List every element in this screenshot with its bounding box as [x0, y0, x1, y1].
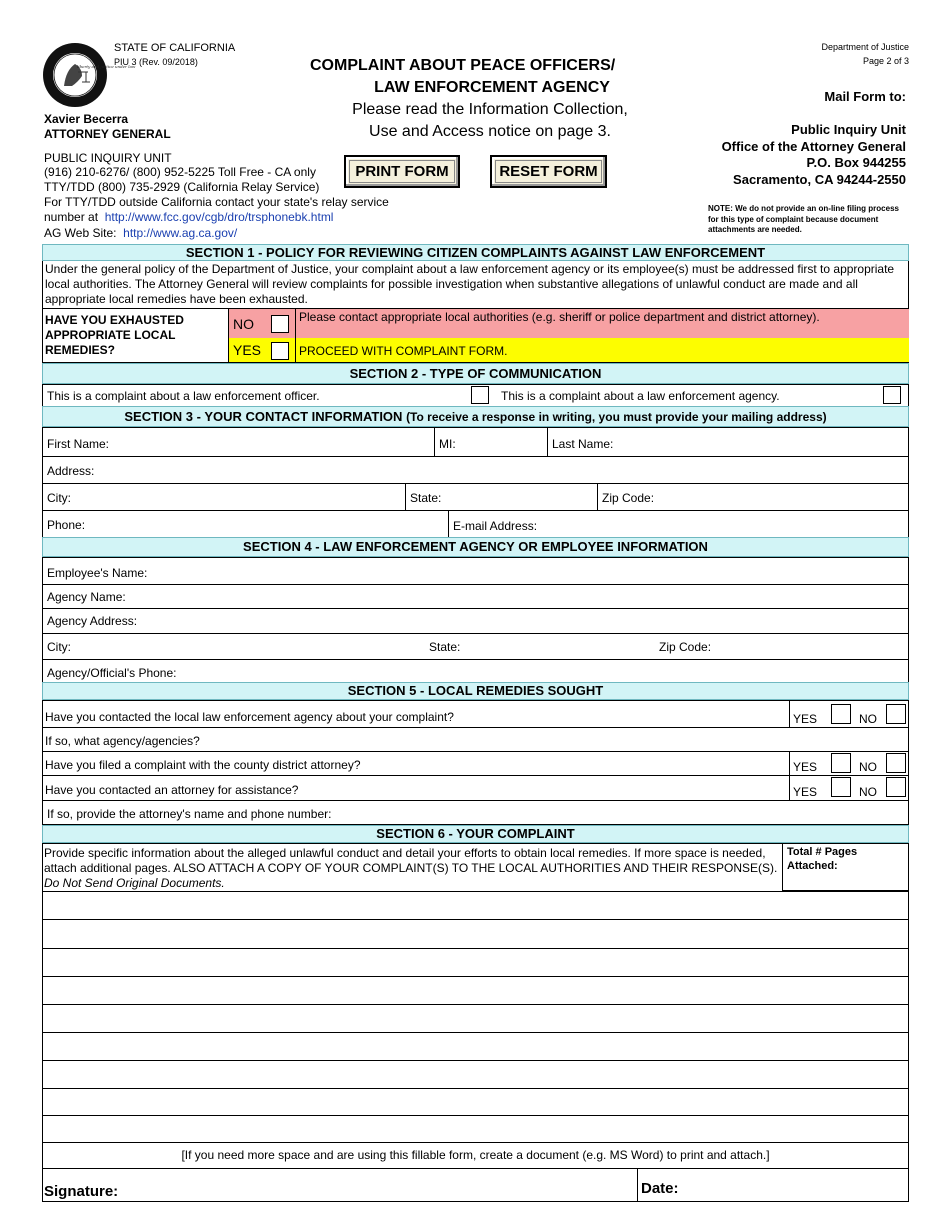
address-line4: Sacramento, CA 94244-2550: [733, 172, 906, 187]
last-name-field[interactable]: [548, 428, 908, 456]
print-form-label: PRINT FORM: [355, 163, 449, 180]
first-name-label: First Name:: [47, 437, 110, 451]
dept-label: Department of Justice: [821, 42, 909, 52]
exhausted-remedies-row: [42, 308, 909, 363]
subtitle-line2: Use and Access notice on page 3.: [369, 123, 611, 140]
city-field[interactable]: [43, 484, 404, 510]
seal-icon: [42, 42, 136, 108]
section1-policy-box: [42, 261, 909, 308]
form-id: PIU 3 (Rev. 09/2018): [114, 57, 198, 67]
svg-text:liberty and justice under law: liberty and justice under law: [77, 64, 136, 69]
yes-row: [228, 338, 909, 362]
address-field[interactable]: [43, 457, 908, 483]
web-line: [44, 226, 237, 240]
seal: [42, 42, 136, 108]
section3-note: (To receive a response in writing, you must provide your mailing address): [406, 410, 827, 424]
section6-header: SECTION 6 - YOUR COMPLAINT: [42, 825, 909, 843]
section1-header: SECTION 1 - POLICY FOR REVIEWING CITIZEN COMPLAINTS AGAINST LAW ENFORCEMENT: [42, 244, 909, 261]
contact-unit: PUBLIC INQUIRY UNIT: [44, 151, 172, 165]
reset-form-label: RESET FORM: [499, 163, 598, 180]
no-cell: [229, 309, 296, 338]
more-space-note: [If you need more space and are using this fillable form, create a document (e.g. MS Word) to print and attach.]: [181, 1148, 770, 1162]
section3-title: SECTION 3 - YOUR CONTACT INFORMATION: [124, 409, 403, 424]
q1-yes-checkbox[interactable]: [831, 704, 851, 724]
state-field[interactable]: [406, 484, 597, 510]
signature-field[interactable]: [43, 1169, 636, 1201]
total-pages-field[interactable]: [782, 843, 909, 891]
agency-complaint-checkbox[interactable]: [883, 386, 901, 404]
agency-phone-field[interactable]: [43, 660, 908, 682]
q3-yes-label: YES: [793, 785, 818, 799]
agency-zip-field[interactable]: [655, 634, 908, 659]
page-number: Page 2 of 3: [862, 56, 909, 66]
agencies-contacted-field[interactable]: [43, 728, 908, 751]
instructions-body: Provide specific information about the alleged unlawful conduct and detail your efforts to obtain local remedies. If more space is needed, attach additional pages. ALSO ATTACH A COPY OF YOUR COMPLAINT(S) TO THE LOCAL AUTHORITIES AND THEIR RESPONSE(S).: [44, 846, 778, 875]
agency-zip-label: Zip Code:: [659, 640, 712, 654]
section2-header: SECTION 2 - TYPE OF COMMUNICATION: [42, 363, 909, 384]
contact-info-box: [42, 427, 909, 538]
q-contacted-agency: Have you contacted the local law enforcement agency about your complaint?: [45, 710, 454, 724]
ag-title: ATTORNEY GENERAL: [44, 127, 171, 141]
q1-no-label: NO: [859, 712, 877, 726]
no-row: [228, 309, 909, 339]
form-title-line1: COMPLAINT ABOUT PEACE OFFICERS/: [310, 57, 616, 74]
agency-state-label: State:: [429, 640, 461, 654]
attorney-info-label: If so, provide the attorney's name and phone number:: [47, 807, 332, 821]
contact-tty: TTY/TDD (800) 735-2929 (California Relay Service): [44, 180, 320, 194]
employee-name-label: Employee's Name:: [47, 566, 148, 580]
instructions-italic: Do Not Send Original Documents.: [44, 876, 225, 890]
agency-label: This is a complaint about a law enforcement agency.: [501, 389, 780, 403]
address-line3: P.O. Box 944255: [806, 155, 906, 170]
ag-name: Xavier Becerra: [44, 112, 129, 126]
q-filed-da: Have you filed a complaint with the county district attorney?: [45, 758, 361, 772]
exhausted-no-checkbox[interactable]: [271, 315, 289, 333]
phone-label: Phone:: [47, 518, 86, 532]
contact-outside: For TTY/TDD outside California contact your state's relay service: [44, 195, 389, 209]
exhausted-question: HAVE YOU EXHAUSTED APPROPRIATE LOCAL REMEDIES?: [45, 313, 184, 357]
relay-link[interactable]: http://www.fcc.gov/cgb/dro/trsphonebk.html: [104, 210, 334, 224]
email-field[interactable]: [449, 511, 908, 537]
mi-label: MI:: [439, 437, 456, 451]
q2-no-label: NO: [859, 760, 877, 774]
zip-field[interactable]: [598, 484, 908, 510]
complaint-instructions-text: [44, 846, 779, 891]
agency-address-field[interactable]: [43, 609, 908, 633]
form-title-line2: LAW ENFORCEMENT AGENCY: [374, 79, 610, 96]
agency-city-field[interactable]: [43, 634, 423, 659]
policy-text: Under the general policy of the Department of Justice, your complaint about a law enforcement agency or its employee(s) must be addressed first to appropriate local authorities. The Attorney General will review complaints for possible investigation when substantive allegations of unlawful conduct are made and all appropriate local remedies have been exhausted.: [45, 262, 895, 306]
signature-row: [42, 1168, 909, 1202]
q3-no-checkbox[interactable]: [886, 777, 906, 797]
address-label: Address:: [47, 464, 95, 478]
q3-yes-checkbox[interactable]: [831, 777, 851, 797]
agency-city-label: City:: [47, 640, 71, 654]
exhausted-yes-checkbox[interactable]: [271, 342, 289, 360]
q2-yes-label: YES: [793, 760, 818, 774]
agency-state-field[interactable]: [425, 634, 653, 659]
city-label: City:: [47, 491, 71, 505]
zip-label: Zip Code:: [602, 491, 655, 505]
mi-field[interactable]: [435, 428, 547, 456]
agencies-contacted-label: If so, what agency/agencies?: [45, 734, 200, 748]
section3-header: [42, 406, 909, 427]
yes-cell: [229, 338, 296, 362]
q1-yes-label: YES: [793, 712, 818, 726]
no-message: Please contact appropriate local authorities (e.g. sheriff or police department and district attorney).: [299, 310, 820, 324]
section5-header: SECTION 5 - LOCAL REMEDIES SOUGHT: [42, 682, 909, 700]
communication-type-row: [42, 384, 909, 407]
online-filing-note: NOTE: We do not provide an on-line filing process for this type of complaint because document attachments are needed.: [708, 204, 899, 234]
relay-line: [44, 210, 333, 224]
ag-website-link[interactable]: http://www.ag.ca.gov/: [123, 226, 238, 240]
signature-label: Signature:: [44, 1183, 119, 1200]
complaint-text-area[interactable]: [42, 891, 909, 1143]
reset-form-button[interactable]: [490, 155, 607, 188]
total-pages-label: Total # Pages Attached:: [787, 846, 858, 872]
date-field[interactable]: [638, 1169, 908, 1201]
agency-address-label: Agency Address:: [47, 614, 138, 628]
officer-label: This is a complaint about a law enforcement officer.: [47, 389, 320, 403]
state-label: State:: [410, 491, 442, 505]
more-space-note-row: [42, 1142, 909, 1168]
email-label: E-mail Address:: [453, 519, 538, 533]
web-label: AG Web Site:: [44, 226, 117, 240]
agency-info-box: [42, 557, 909, 683]
yes-message: PROCEED WITH COMPLAINT FORM.: [299, 344, 508, 358]
complaint-instructions: [42, 843, 908, 891]
local-remedies-box: [42, 700, 909, 825]
contact-phone: (916) 210-6276/ (800) 952-5225 Toll Free - CA only: [44, 165, 316, 179]
q1-no-checkbox[interactable]: [886, 704, 906, 724]
q3-no-label: NO: [859, 785, 877, 799]
q-contacted-attorney: Have you contacted an attorney for assistance?: [45, 783, 299, 797]
section4-header: SECTION 4 - LAW ENFORCEMENT AGENCY OR EMPLOYEE INFORMATION: [42, 537, 909, 557]
yes-label: YES: [233, 342, 262, 358]
agency-name-field[interactable]: [43, 585, 908, 608]
q2-yes-checkbox[interactable]: [831, 753, 851, 773]
address-line1: Public Inquiry Unit: [791, 122, 906, 137]
q2-no-checkbox[interactable]: [886, 753, 906, 773]
agency-name-label: Agency Name:: [47, 590, 126, 604]
print-form-button[interactable]: [344, 155, 460, 188]
state-label: STATE OF CALIFORNIA: [114, 42, 236, 54]
attorney-info-field[interactable]: [43, 801, 908, 824]
phone-field[interactable]: [43, 511, 447, 537]
subtitle-line1: Please read the Information Collection,: [352, 101, 628, 118]
first-name-field[interactable]: [43, 428, 433, 456]
agency-phone-label: Agency/Official's Phone:: [47, 666, 177, 680]
officer-complaint-checkbox[interactable]: [471, 386, 489, 404]
address-line2: Office of the Attorney General: [721, 139, 906, 154]
relay-label: number at: [44, 210, 99, 224]
last-name-label: Last Name:: [552, 437, 614, 451]
date-label: Date:: [641, 1180, 679, 1197]
employee-name-field[interactable]: [43, 558, 908, 584]
mail-to-label: Mail Form to:: [824, 89, 906, 104]
no-label: NO: [233, 316, 254, 332]
